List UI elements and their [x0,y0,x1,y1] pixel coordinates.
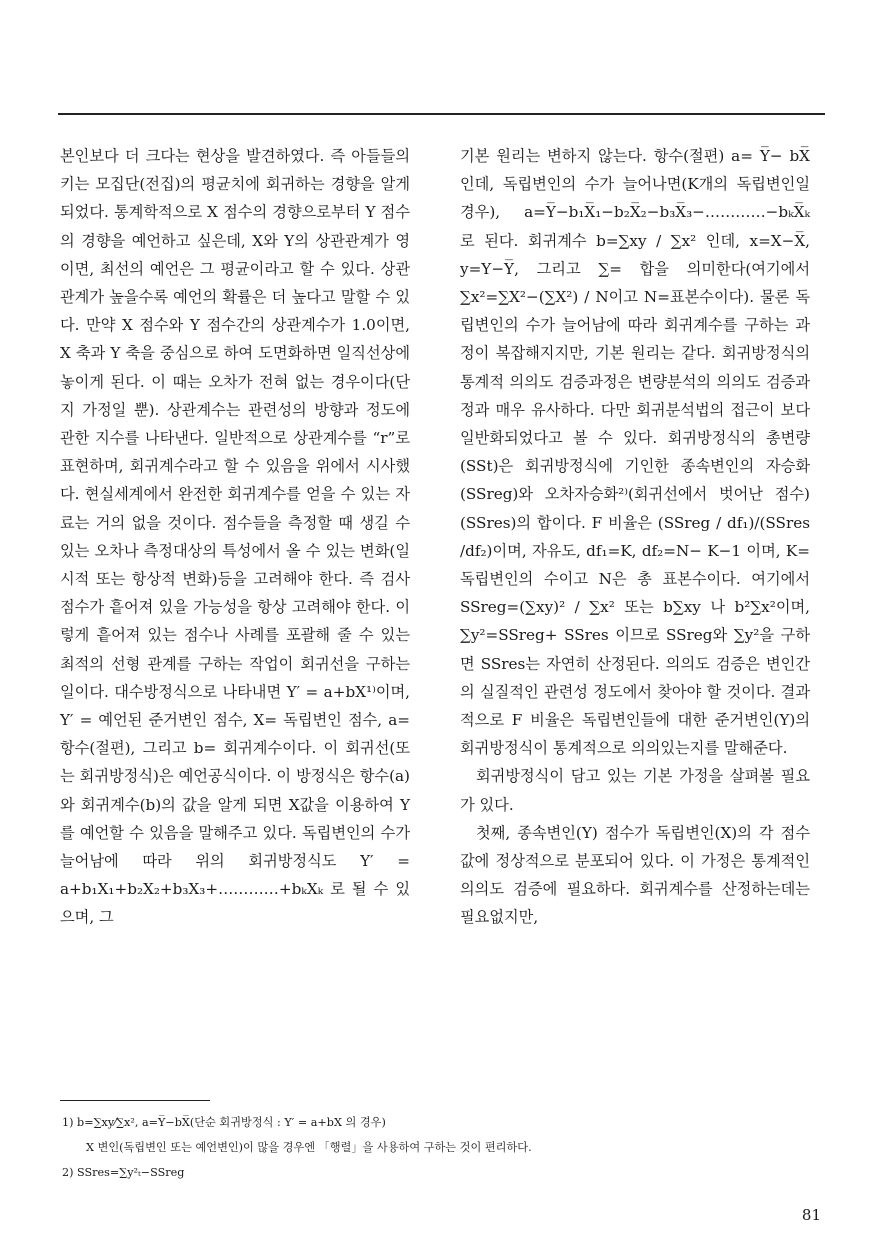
left-paragraph-1: 본인보다 더 크다는 현상을 발견하였다. 즉 아들들의 키는 모집단(전집)의 평균치에 회귀하는 경향을 알게 되었다. 통계학적으로 X 점수의 경향으로부터 Y 점수의 경향을 예언하고 싶은데, X와 Y의 상관관계가 영이면, 최선의 예언은 그 평균이라고 할 수 있다. 상관관계가 높을수록 예언의 확률은 더 높다고 말할 수 있다. 만약 X 점수와 Y 점수간의 상관계수가 1.0이면, X 축과 Y 축을 중심으로 하여 도면화하면 일직선상에 놓이게 된다. 이 때는 오차가 전혀 없는 경우이다(단지 가정일 뿐). 상관계수는 관련성의 방향과 정도에 관한 지수를 나타낸다. 일반적으로 상관계수를 “r”로 표현하며, 회귀계수라고 할 수 있음을 위에서 시사했다. 현실세계에서 완전한 회귀계수를 얻을 수 있는 자료는 거의 없을 것이다. 점수들을 측정할 때 생길 수 있는 오차나 측정대상의 특성에서 올 수 있는 변화(일시적 또는 항상적 변화)등을 고려해야 한다. 즉 검사점수가 흩어져 있을 가능성을 항상 고려해야 한다. 이렇게 흩어져 있는 점수나 사례를 포괄해 줄 수 있는 최적의 선형 관계를 구하는 작업이 회귀선을 구하는 일이다. 대수방정식으로 나타내면 Y′ = a+bX¹⁾이며, Y′ = 예언된 준거변인 점수, X= 독립변인 점수, a= 항수(절편), 그리고 b= 회귀계수이다. 이 회귀선(또는 회귀방정식)은 예언공식이다. 이 방정식은 항수(a)와 회귀계수(b)의 값을 알게 되면 X값을 이용하여 Y를 예언할 수 있음을 말해주고 있다. 독립변인의 수가 늘어남에 따라 위의 회귀방정식도 Y′ = a+b₁X₁+b₂X₂+b₃X₃+…………+bₖXₖ 로 될 수 있으며, 그 [60,147,410,927]
footnote-1: 1) b=∑xy⁄∑x², a=Y̅−bX̅(단순 회귀방정식 : Y′ = a+bX 의 경우) [62,1116,386,1129]
footnote-1-continued: X 변인(독립변인 또는 예언변인)이 많을 경우엔 「행렬」을 사용하여 구하는 것이 편리하다. [86,1141,532,1154]
footnotes [62,1110,832,1185]
footnote-rule [60,1100,210,1101]
right-column [460,142,810,932]
left-column [60,142,410,932]
right-paragraph-1: 기본 원리는 변하지 않는다. 항수(절편) a= Y̅− bX̅ 인데, 독립변인의 수가 늘어나면(K개의 독립변인일 경우), a=Y̅−b₁X̅₁−b₂X̅₂−b₃X̅₃−…………−bₖX̅ₖ 로 된다. 회귀계수 b=∑xy / ∑x² 인데, x=X−X̅, y=Y−Y̅, 그리고 ∑= 합을 의미한다(여기에서 ∑x²=∑X²−(∑X²) / N이고 N=표본수이다). 물론 독립변인의 수가 늘어남에 따라 회귀계수를 구하는 과정이 복잡해지지만, 기본 원리는 같다. 회귀방정식의 통계적 의의도 검증과정은 변량분석의 의의도 검증과정과 매우 유사하다. 다만 회귀분석법의 접근이 보다 일반화되었다고 볼 수 있다. 회귀방정식의 총변량(SSt)은 회귀방정식에 기인한 종속변인의 자승화(SSreg)와 오차자승화²⁾(회귀선에서 벗어난 점수)(SSres)의 합이다. F 비율은 (SSreg / df₁)/(SSres /df₂)이며, 자유도, df₁=K, df₂=N− K−1 이며, K= 독립변인의 수이고 N은 총 표본수이다. 여기에서 SSreg=(∑xy)² / ∑x² 또는 b∑xy 나 b²∑x²이며, ∑y²=SSreg+ SSres 이므로 SSreg와 ∑y²을 구하면 SSres는 자연히 산정된다. 의의도 검증은 변인간의 실질적인 관련성 정도에서 찾아야 할 것이다. 결과적으로 F 비율은 독립변인들에 대한 준거변인(Y)의 회귀방정식이 통계적으로 의의있는지를 말해준다. [460,147,810,758]
header-rule [58,113,825,115]
right-paragraph-3: 첫째, 종속변인(Y) 점수가 독립변인(X)의 각 점수값에 정상적으로 분포되어 있다. 이 가정은 통계적인 의의도 검증에 필요하다. 회귀계수를 산정하는데는 필요없지만, [460,823,810,927]
page-number: 81 [801,1206,821,1224]
right-paragraph-2: 회귀방정식이 담고 있는 기본 가정을 살펴볼 필요가 있다. [460,767,810,814]
footnote-2: 2) SSres=∑y²ₜ−SSreg [62,1166,185,1179]
